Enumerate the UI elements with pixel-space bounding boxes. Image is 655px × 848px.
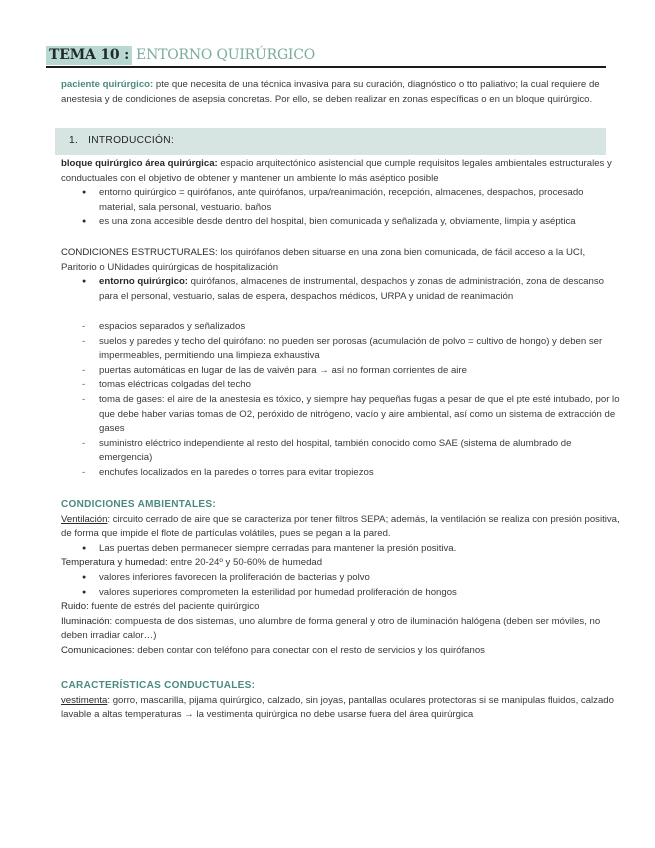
ambientales-heading: CONDICIONES AMBIENTALES: <box>61 499 216 510</box>
list-item: ● es una zona accesible desde dentro del hospital, bien comunicada y señalizada y, obviamente, limpia y aséptica <box>61 215 621 230</box>
comunicaciones-label: Comunicaciones: <box>61 644 135 656</box>
vestimenta-paragraph <box>61 694 621 723</box>
estructurales-text: los quirófanos deben situarse en una zona bien comunicada, de fácil acceso a la UCI, Paritorio o UNidades quirúrgicas de hospitalización <box>61 247 586 273</box>
estructurales-dash-list <box>61 320 621 481</box>
bloque-text: espacio arquitectónico asistencial que cumple requisitos legales ambientales estructurales y conductuales con el objetivo de obtener y mantener un ambiente lo más aséptico posible <box>61 158 612 184</box>
list-item: ● valores superiores comprometen la esterilidad por humedad proliferación de hongos <box>61 586 621 601</box>
bullet-text: quirófanos, almacenes de instrumental, despachos y zonas de administración, zona de descanso para el personal, vestuario, salas de espera, despachos médicos, URPA y unidad de reanimación <box>99 276 604 302</box>
list-item: ● valores inferiores favorecen la proliferación de bacterias y polvo <box>61 571 621 586</box>
ventilacion-paragraph <box>61 513 621 542</box>
vestimenta-text: : gorro, mascarilla, pijama quirúrgico, calzado, sin joyas, pantallas oculares protectoras si se manipulas fluidos, calzado lavable a altas temperaturas → la vestimenta quirúrgica no debe usarse fuera del área quirúrgica <box>61 694 614 721</box>
estructurales-bullet-list <box>61 275 621 304</box>
list-item: - puertas automáticas en lugar de las de vaivén para → así no forman corrientes de aire <box>61 364 621 379</box>
temperatura-bullet-list <box>61 571 621 600</box>
temperatura-paragraph <box>61 556 621 571</box>
ruido-paragraph <box>61 600 621 615</box>
bloque-bullet-list <box>61 186 621 230</box>
intro-text: pte que necesita de una técnica invasiva para su curación, diagnóstico o tto paliativo; la cual requiere de anestesia y de condiciones de asepsia concretas. Por ello, se deben realizar en zonas específicas o en un bloque quirúrgico. <box>61 79 600 105</box>
title-underline <box>46 66 606 68</box>
list-item: - espacios separados y señalizados <box>61 320 621 335</box>
vestimenta-label: vestimenta <box>61 694 108 706</box>
comunicaciones-paragraph <box>61 644 621 659</box>
ambientales-section <box>61 498 621 659</box>
list-item: - tomas eléctricas colgadas del techo <box>61 378 621 393</box>
topic-title: ENTORNO QUIRÚRGICO <box>136 47 316 64</box>
section-title: INTRODUCCIÓN: <box>88 135 175 147</box>
temperatura-text: entre 20-24º y 50-60% de humedad <box>167 557 323 569</box>
list-item: ● entorno quirúrgico = quirófanos, ante quirófanos, urpa/reanimación, recepción, almacenes, despachos, procesado material, sala personal, vestuario. baños <box>61 186 621 215</box>
estructurales-paragraph <box>61 246 621 304</box>
conductuales-section <box>61 679 621 723</box>
temperatura-label: Temperatura y humedad: <box>61 557 168 569</box>
ruido-text: fuente de estrés del paciente quirúrgico <box>88 601 260 613</box>
list-item: ● Las puertas deben permanecer siempre cerradas para mantener la presión positiva. <box>61 542 621 557</box>
list-item: - suministro eléctrico independiente al resto del hospital, también conocido como SAE (sistema de alumbrado de emergencia) <box>61 437 621 466</box>
ruido-label: Ruido: <box>61 601 89 613</box>
topic-number: TEMA 10 : <box>46 46 132 65</box>
bloque-term: bloque quirúrgico área quirúrgica: <box>61 158 218 169</box>
ventilacion-bullet-list <box>61 542 621 557</box>
conductuales-heading: CARACTERÍSTICAS CONDUCTUALES: <box>61 680 256 691</box>
section-number: 1. <box>69 135 79 147</box>
page-title <box>46 44 315 67</box>
bullet-term: entorno quirúrgico: <box>99 276 188 288</box>
intro-paragraph <box>61 78 621 107</box>
estructurales-heading: CONDICIONES ESTRUCTURALES: <box>61 247 218 258</box>
ventilacion-label: Ventilación <box>61 513 108 525</box>
list-item: - suelos y paredes y techo del quirófano: no pueden ser porosas (acumulación de polvo = cultivo de hongo) y deben ser impermeables, permitiendo una limpieza exhaustiva <box>61 335 621 364</box>
bloque-paragraph <box>61 157 621 230</box>
iluminacion-paragraph <box>61 615 621 644</box>
list-item: - toma de gases: el aire de la anestesia es tóxico, y siempre hay pequeñas fugas a pesar de que el pte esté intubado, por lo que debe haber varias tomas de O2, peróxido de nitrógeno, vacío y aire ambiental, así como un sistema de extracción de gases <box>61 393 621 437</box>
list-item: - enchufes localizados en la paredes o torres para evitar tropiezos <box>61 466 621 481</box>
ventilacion-text: : circuito cerrado de aire que se caracteriza por tener filtros SEPA; además, la ventilación se realiza con presión positiva, de forma que impide el flote de partículas volátiles, pues se pegan a la pared. <box>61 513 620 540</box>
comunicaciones-text: deben contar con teléfono para conectar con el resto de servicios y los quirófanos <box>134 644 485 656</box>
iluminacion-text: : compuesta de dos sistemas, uno alumbre de forma general y otro de iluminación halógena (deben ser móviles, no deben irradiar calor…) <box>61 615 601 642</box>
iluminacion-label: Iluminación <box>61 615 110 627</box>
intro-term: paciente quirúrgico: <box>61 79 154 90</box>
section-heading-introduccion <box>55 128 606 155</box>
list-item <box>61 275 621 304</box>
